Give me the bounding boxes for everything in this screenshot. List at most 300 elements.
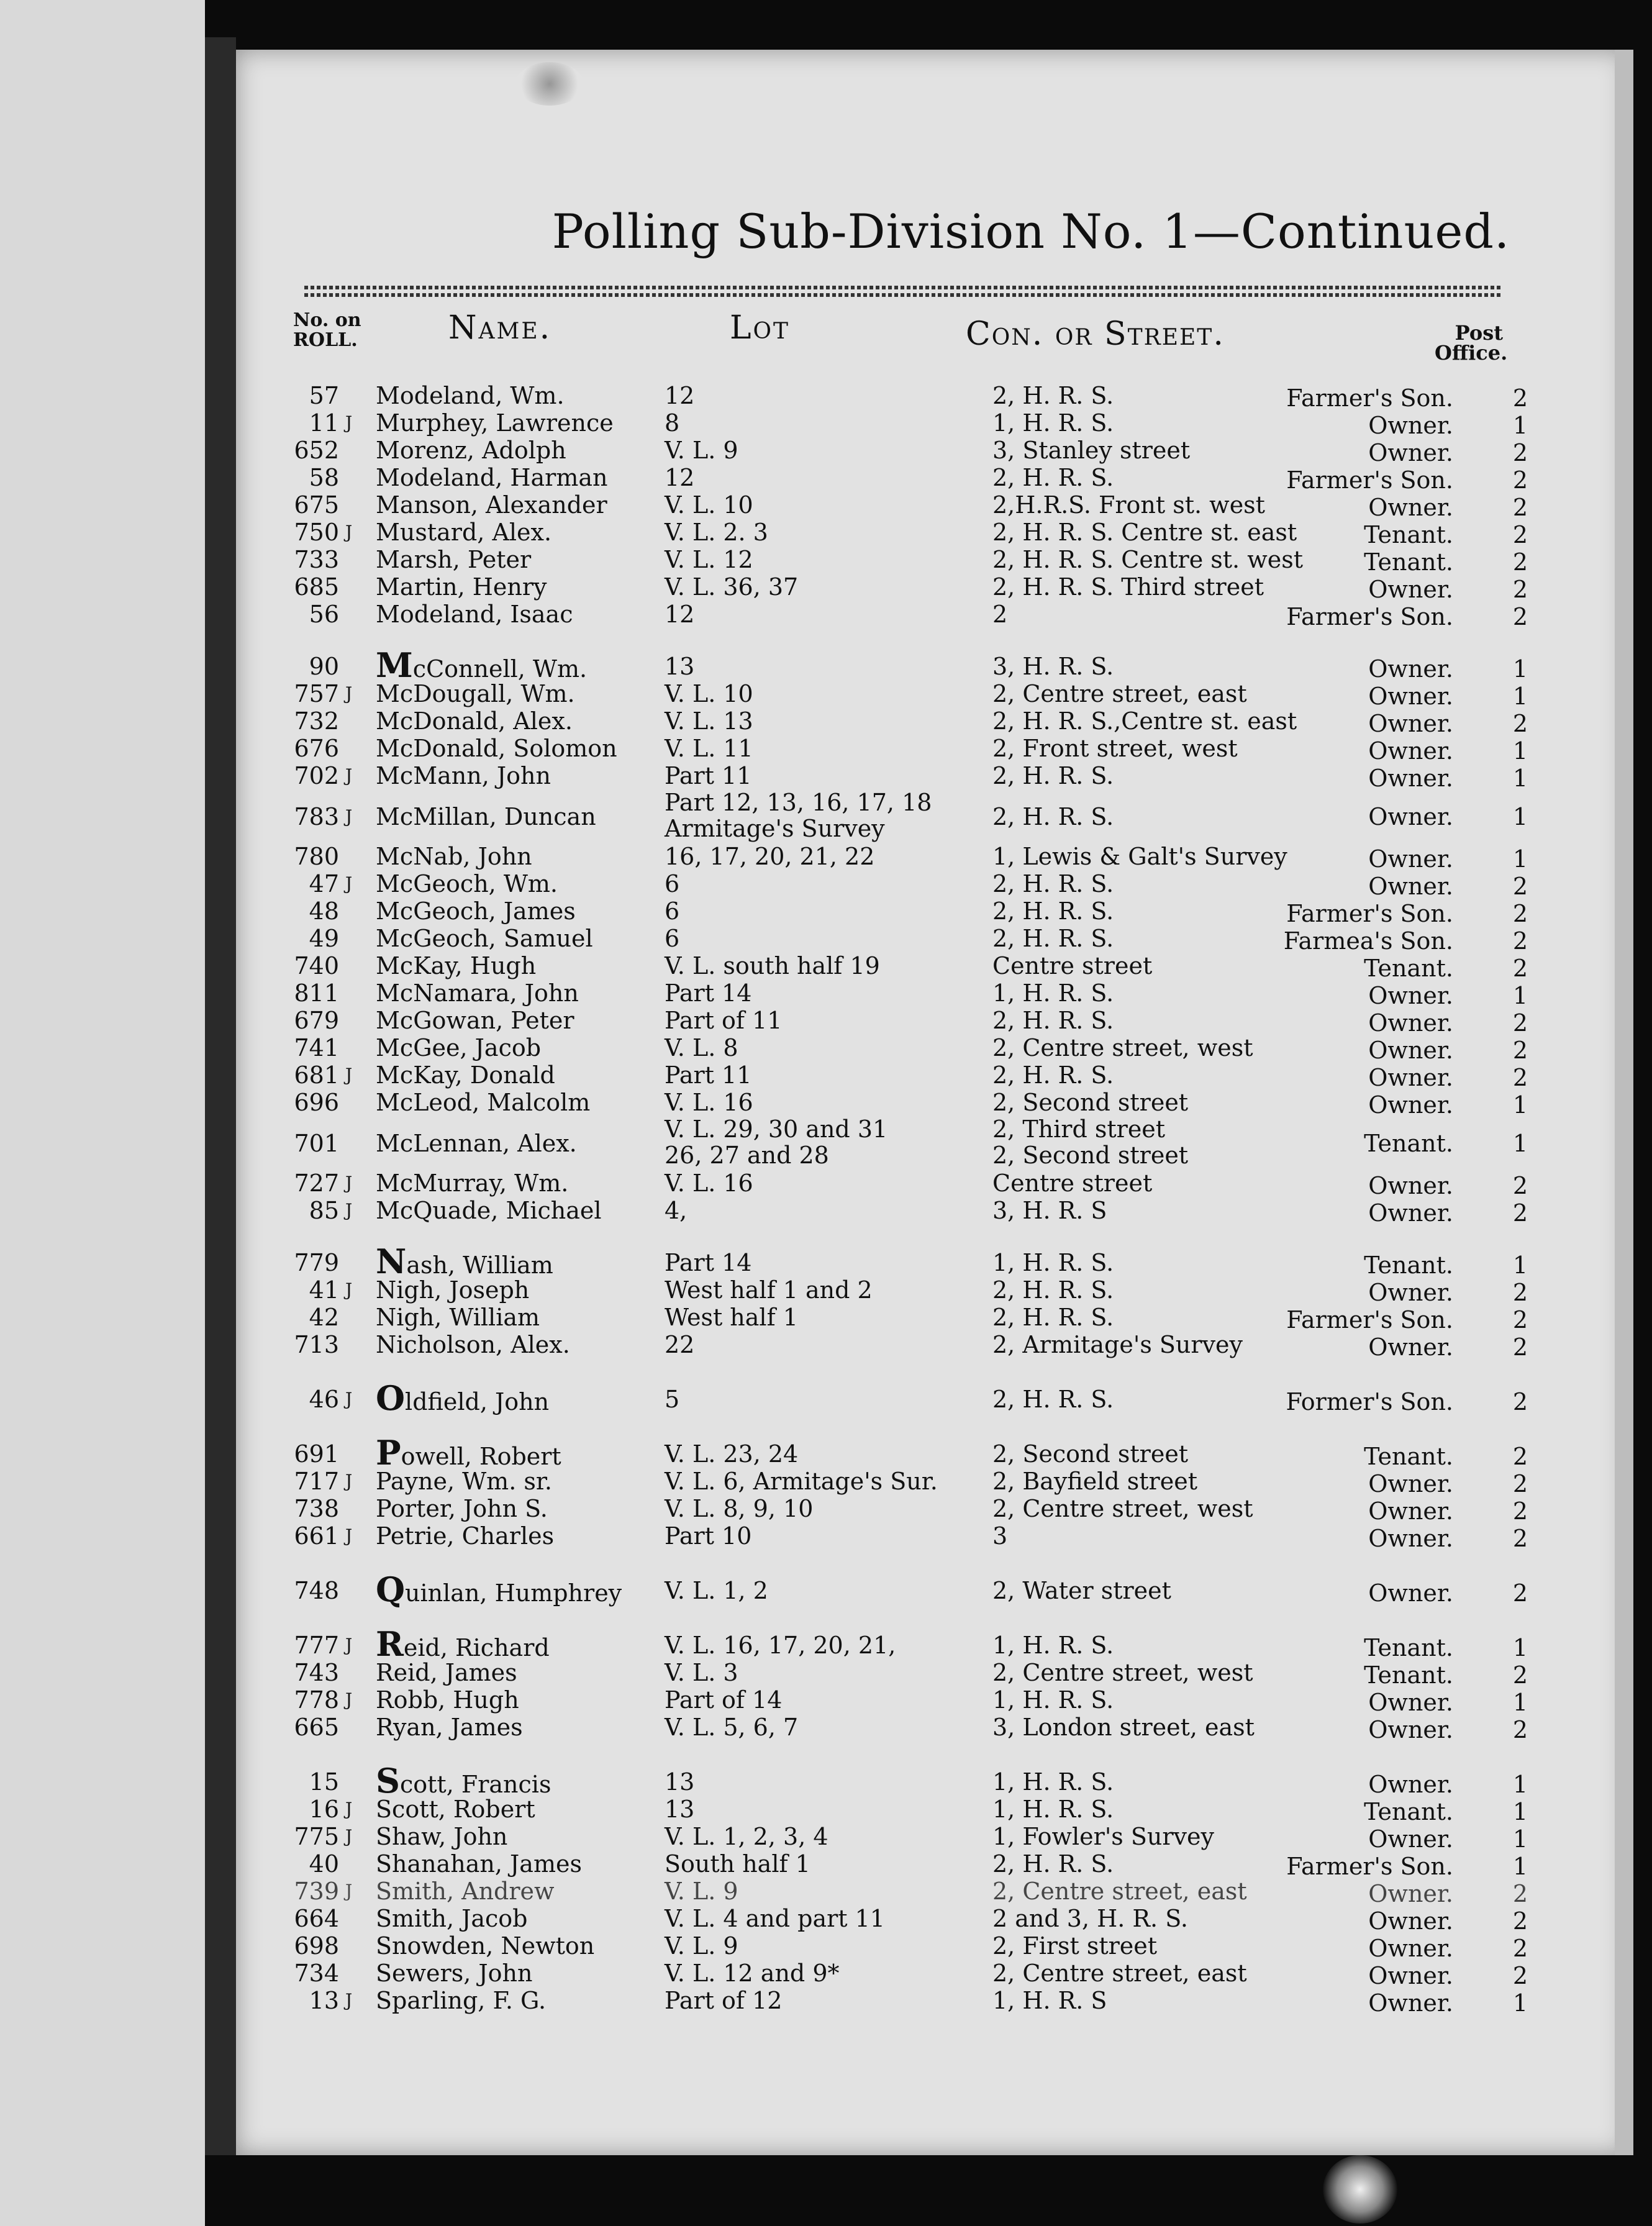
lot-cell: V. L. 12 xyxy=(665,546,753,573)
voter-name: Shaw, John xyxy=(376,1823,508,1850)
post-office-cell: 1 xyxy=(1512,1634,1528,1661)
lot-cell: V. L. 11 xyxy=(665,735,753,762)
lot-cell: 13 xyxy=(665,1796,695,1823)
table-row xyxy=(236,952,1627,982)
roll-number: 757 xyxy=(294,680,339,707)
con-cell: 2, H. R. S. Centre st. east xyxy=(992,519,1297,546)
table-row xyxy=(236,1170,1627,1197)
con-cell xyxy=(992,1116,1188,1168)
con-cell: 2, H. R. S. xyxy=(992,925,1114,952)
table-row xyxy=(236,1468,1627,1495)
lot-cell: 22 xyxy=(665,1331,695,1358)
status-cell: Owner. xyxy=(1368,576,1453,603)
status-cell: Tenant. xyxy=(1364,548,1453,576)
voter-name: Murphey, Lawrence xyxy=(376,409,614,437)
con-cell: 2, Second street xyxy=(992,1440,1189,1468)
table-row xyxy=(236,1850,1627,1878)
con-line: 2, Third street xyxy=(992,1115,1166,1143)
table-row xyxy=(236,464,1627,494)
status-cell: Owner. xyxy=(1368,439,1453,466)
voter-name: McDonald, Solomon xyxy=(376,735,617,762)
status-cell: Tenant. xyxy=(1364,1443,1453,1470)
lot-cell: West half 1 and 2 xyxy=(665,1276,873,1304)
roll-number: 85 xyxy=(309,1197,339,1224)
page-title: Polling Sub-Division No. 1—Continued. xyxy=(551,204,1510,259)
status-cell: Owner. xyxy=(1368,1279,1453,1306)
table-row xyxy=(236,1686,1627,1714)
roll-number: 42 xyxy=(309,1304,339,1331)
roll-number: 47 xyxy=(309,870,339,897)
title-rule-2 xyxy=(304,293,1503,297)
table-row xyxy=(236,843,1627,873)
status-cell: Owner. xyxy=(1368,1716,1453,1743)
table-row xyxy=(236,1089,1627,1119)
con-cell: 1, H. R. S. xyxy=(992,979,1114,1007)
roll-number: 811 xyxy=(294,979,339,1007)
juror-mark: J xyxy=(345,1990,353,2010)
table-row xyxy=(236,437,1627,464)
post-office-cell: 1 xyxy=(1512,1989,1528,2017)
voter-name: Sewers, John xyxy=(376,1960,533,1987)
roll-number: 58 xyxy=(309,464,339,491)
lot-cell: V. L. 16 xyxy=(665,1170,753,1197)
lot-line: Armitage's Survey xyxy=(665,815,885,842)
post-office-cell: 1 xyxy=(1512,765,1528,792)
post-office-cell: 1 xyxy=(1512,1091,1528,1119)
juror-mark: J xyxy=(345,1826,353,1847)
roll-number: 681 xyxy=(294,1061,339,1089)
status-cell: Owner. xyxy=(1368,873,1453,900)
roll-number: 13 xyxy=(309,1987,339,2014)
table-row xyxy=(236,707,1627,735)
header-post-office: Post Office. xyxy=(1435,321,1508,365)
juror-mark: J xyxy=(345,1173,353,1193)
lot-cell: 12 xyxy=(665,382,695,409)
lot-cell: V. L. 36, 37 xyxy=(665,573,799,601)
status-cell: Owner. xyxy=(1368,845,1453,873)
lot-cell: 12 xyxy=(665,464,695,491)
post-office-cell: 2 xyxy=(1512,1306,1528,1333)
status-cell: Former's Son. xyxy=(1286,1388,1453,1415)
status-cell: Farmer's Son. xyxy=(1286,1853,1453,1880)
post-office-cell: 1 xyxy=(1512,1252,1528,1279)
table-row xyxy=(236,1433,1627,1473)
status-cell: Tenant. xyxy=(1364,1661,1453,1689)
voter-name: Smith, Jacob xyxy=(376,1905,528,1932)
status-cell: Owner. xyxy=(1368,1064,1453,1091)
table-row xyxy=(236,1796,1627,1823)
con-cell: 2,H.R.S. Front st. west xyxy=(992,491,1265,519)
lot-cell: 6 xyxy=(665,897,680,925)
roll-number: 778 xyxy=(294,1686,339,1714)
con-cell: 3, H. R. S. xyxy=(992,653,1114,680)
con-line: 2, Second street xyxy=(992,1142,1189,1169)
status-cell: Owner. xyxy=(1368,1497,1453,1525)
voter-name: McQuade, Michael xyxy=(376,1197,602,1224)
voter-name: Snowden, Newton xyxy=(376,1932,595,1960)
voter-name: Oldfield, John xyxy=(376,1378,550,1418)
roll-number: 783 xyxy=(294,803,339,830)
post-office-cell: 2 xyxy=(1512,900,1528,927)
table-row xyxy=(236,1276,1627,1304)
post-office-cell: 2 xyxy=(1512,1579,1528,1607)
status-cell: Owner. xyxy=(1368,1935,1453,1962)
status-cell: Farmer's Son. xyxy=(1286,1306,1453,1333)
table-row xyxy=(236,1115,1627,1169)
roll-number: 750 xyxy=(294,519,339,546)
lot-cell: V. L. 5, 6, 7 xyxy=(665,1714,799,1741)
table-row xyxy=(236,1495,1627,1525)
lot-cell: 5 xyxy=(665,1386,680,1413)
status-cell: Owner. xyxy=(1368,494,1453,521)
lot-cell: 12 xyxy=(665,601,695,628)
lot-cell: Part of 12 xyxy=(665,1987,783,2014)
roll-number: 48 xyxy=(309,897,339,925)
table-row xyxy=(236,789,1627,842)
voter-name: McMillan, Duncan xyxy=(376,803,596,830)
status-cell: Owner. xyxy=(1368,1825,1453,1853)
status-cell: Owner. xyxy=(1368,1009,1453,1037)
table-row xyxy=(236,1659,1627,1689)
lot-cell: 13 xyxy=(665,653,695,680)
status-cell: Farmer's Son. xyxy=(1286,603,1453,630)
voter-name: McGeoch, James xyxy=(376,897,576,925)
lot-cell: V. L. 9 xyxy=(665,437,738,464)
roll-number: 691 xyxy=(294,1440,339,1468)
status-cell: Owner. xyxy=(1368,1989,1453,2017)
lot-line: V. L. 29, 30 and 31 xyxy=(665,1115,888,1143)
voter-name: McConnell, Wm. xyxy=(376,645,588,685)
table-row xyxy=(236,1905,1627,1935)
con-cell: 2, H. R. S. xyxy=(992,1386,1114,1413)
lot-cell: V. L. 6, Armitage's Sur. xyxy=(665,1468,938,1495)
status-cell: Owner. xyxy=(1368,412,1453,439)
lot-cell: V. L. 10 xyxy=(665,491,753,519)
con-cell: 2, H. R. S. Third street xyxy=(992,573,1264,601)
con-cell: 1, H. R. S. xyxy=(992,1632,1114,1659)
table-row xyxy=(236,1624,1627,1664)
header-lot: Lot xyxy=(730,309,791,347)
lot-cell: 6 xyxy=(665,870,680,897)
status-cell: Owner. xyxy=(1368,1771,1453,1798)
status-cell: Farmer's Son. xyxy=(1286,384,1453,412)
status-cell: Owner. xyxy=(1368,1579,1453,1607)
con-cell: Centre street xyxy=(992,1170,1153,1197)
con-cell: 2, H. R. S. xyxy=(992,803,1114,830)
lot-cell: V. L. 16 xyxy=(665,1089,753,1116)
voter-name: Nigh, William xyxy=(376,1304,540,1331)
con-cell: 2, H. R. S. xyxy=(992,1061,1114,1089)
roll-number: 90 xyxy=(309,653,339,680)
con-cell: 1, Lewis & Galt's Survey xyxy=(992,843,1287,870)
post-office-cell: 2 xyxy=(1512,1279,1528,1306)
lot-cell: V. L. 9 xyxy=(665,1932,738,1960)
scan-artifact xyxy=(1323,2155,1397,2224)
roll-number: 777 xyxy=(294,1632,339,1659)
roll-number: 41 xyxy=(309,1276,339,1304)
roll-number: 779 xyxy=(294,1249,339,1276)
juror-mark: J xyxy=(345,873,353,894)
juror-mark: J xyxy=(345,765,353,786)
voter-name: McKay, Donald xyxy=(376,1061,555,1089)
post-office-cell: 1 xyxy=(1512,803,1528,830)
post-office-cell: 1 xyxy=(1512,982,1528,1009)
post-office-cell: 2 xyxy=(1512,1470,1528,1497)
lot-cell: V. L. 9 xyxy=(665,1878,738,1905)
status-cell: Owner. xyxy=(1368,1091,1453,1119)
lot-cell: 8 xyxy=(665,409,680,437)
status-cell: Owner. xyxy=(1368,982,1453,1009)
post-office-cell: 2 xyxy=(1512,927,1528,955)
roll-number: 775 xyxy=(294,1823,339,1850)
post-office-cell: 2 xyxy=(1512,1497,1528,1525)
con-cell: 3 xyxy=(992,1522,1008,1550)
status-cell: Tenant. xyxy=(1364,1252,1453,1279)
lot-cell: Part 11 xyxy=(665,762,752,789)
post-office-cell: 1 xyxy=(1512,1798,1528,1825)
table-row xyxy=(236,735,1627,765)
con-cell: 2, Front street, west xyxy=(992,735,1238,762)
con-cell: 1, H. R. S. xyxy=(992,1249,1114,1276)
roll-number: 717 xyxy=(294,1468,339,1495)
table-row xyxy=(236,1522,1627,1550)
con-cell: 1, H. R. S xyxy=(992,1987,1107,2014)
table-row xyxy=(236,1987,1627,2017)
voter-name: Scott, Francis xyxy=(376,1761,551,1801)
con-cell: 1, H. R. S. xyxy=(992,1686,1114,1714)
roll-number: 676 xyxy=(294,735,339,762)
juror-mark: J xyxy=(345,1799,353,1819)
table-row xyxy=(236,491,1627,519)
voter-name: Petrie, Charles xyxy=(376,1522,555,1550)
post-office-cell: 2 xyxy=(1512,1172,1528,1199)
voter-name: Quinlan, Humphrey xyxy=(376,1570,622,1609)
table-row xyxy=(236,573,1627,601)
lot-line: 26, 27 and 28 xyxy=(665,1142,829,1169)
lot-cell: 16, 17, 20, 21, 22 xyxy=(665,843,875,870)
lot-cell: Part of 11 xyxy=(665,1007,783,1034)
voter-name: Manson, Alexander xyxy=(376,491,607,519)
voter-name: McNamara, John xyxy=(376,979,579,1007)
table-row xyxy=(236,979,1627,1007)
table-row xyxy=(236,1242,1627,1281)
table-row xyxy=(236,1932,1627,1960)
roll-number: 733 xyxy=(294,546,339,573)
post-office-cell: 2 xyxy=(1512,439,1528,466)
roll-number: 702 xyxy=(294,762,339,789)
post-office-cell: 2 xyxy=(1512,1064,1528,1091)
roll-number: 664 xyxy=(294,1905,339,1932)
voter-name: Sparling, F. G. xyxy=(376,1987,547,2014)
con-cell: 2, Bayfield street xyxy=(992,1468,1197,1495)
roll-number: 675 xyxy=(294,491,339,519)
juror-mark: J xyxy=(345,806,353,827)
con-cell: 2, Centre street, west xyxy=(992,1659,1253,1686)
title-rule xyxy=(304,286,1503,289)
post-office-cell: 2 xyxy=(1512,576,1528,603)
voter-name: McGeoch, Wm. xyxy=(376,870,558,897)
voter-name: McGowan, Peter xyxy=(376,1007,574,1034)
roll-number: 739 xyxy=(294,1878,339,1905)
voter-name: Marsh, Peter xyxy=(376,546,532,573)
lot-cell: V. L. 8, 9, 10 xyxy=(665,1495,814,1522)
roll-number: 685 xyxy=(294,573,339,601)
voter-name: McNab, John xyxy=(376,843,532,870)
con-cell: 2, H. R. S. xyxy=(992,1276,1114,1304)
con-cell: 2, H. R. S. xyxy=(992,1850,1114,1878)
con-cell: 2, H. R. S. xyxy=(992,762,1114,789)
lot-cell: 6 xyxy=(665,925,680,952)
status-cell: Owner. xyxy=(1368,1880,1453,1907)
roll-number: 698 xyxy=(294,1932,339,1960)
con-cell: 2, Armitage's Survey xyxy=(992,1331,1243,1358)
lot-cell: Part 10 xyxy=(665,1522,752,1550)
lot-cell xyxy=(665,1116,887,1168)
juror-mark: J xyxy=(345,1389,353,1409)
header-no-on-roll: No. on ROLL. xyxy=(293,309,361,351)
table-row xyxy=(236,1378,1627,1418)
status-cell: Owner. xyxy=(1368,737,1453,765)
status-cell: Tenant. xyxy=(1364,521,1453,548)
voter-name: McDonald, Alex. xyxy=(376,707,573,735)
post-office-cell: 2 xyxy=(1512,1388,1528,1415)
adjacent-page-edge xyxy=(0,0,205,2226)
con-cell: 2, Second street xyxy=(992,1089,1189,1116)
voter-name: Modeland, Isaac xyxy=(376,601,573,628)
con-cell: 2 and 3, H. R. S. xyxy=(992,1905,1188,1932)
juror-mark: J xyxy=(345,1635,353,1655)
voter-name: Nicholson, Alex. xyxy=(376,1331,570,1358)
table-row xyxy=(236,645,1627,685)
voter-name: Scott, Robert xyxy=(376,1796,535,1823)
con-cell: Centre street xyxy=(992,952,1153,979)
roll-number: 56 xyxy=(309,601,339,628)
roll-number: 701 xyxy=(294,1130,339,1157)
table-row xyxy=(236,1061,1627,1089)
post-office-cell: 1 xyxy=(1512,1689,1528,1716)
post-office-cell: 1 xyxy=(1512,1825,1528,1853)
voter-name: McDougall, Wm. xyxy=(376,680,575,707)
con-cell: 2, Centre street, west xyxy=(992,1495,1253,1522)
post-office-cell: 2 xyxy=(1512,710,1528,737)
post-office-cell: 2 xyxy=(1512,466,1528,494)
roll-number: 11 xyxy=(309,409,339,437)
status-cell: Owner. xyxy=(1368,1907,1453,1935)
lot-cell: V. L. 4 and part 11 xyxy=(665,1905,885,1932)
status-cell: Farmea's Son. xyxy=(1283,927,1453,955)
header-con-or-street: Con. or Street. xyxy=(966,316,1225,353)
voter-name: Robb, Hugh xyxy=(376,1686,519,1714)
status-cell: Owner. xyxy=(1368,683,1453,710)
roll-number: 661 xyxy=(294,1522,339,1550)
status-cell: Owner. xyxy=(1368,710,1453,737)
con-cell: 2, H. R. S. xyxy=(992,870,1114,897)
roll-number: 49 xyxy=(309,925,339,952)
table-row xyxy=(236,1197,1627,1227)
lot-cell: V. L. south half 19 xyxy=(665,952,880,979)
voter-name: Nigh, Joseph xyxy=(376,1276,530,1304)
con-cell: 2, H. R. S. xyxy=(992,897,1114,925)
lot-cell: 13 xyxy=(665,1768,695,1796)
roll-number: 40 xyxy=(309,1850,339,1878)
table-row xyxy=(236,1034,1627,1064)
status-cell: Farmer's Son. xyxy=(1286,900,1453,927)
roll-number: 652 xyxy=(294,437,339,464)
table-row xyxy=(236,1304,1627,1331)
lot-cell: West half 1 xyxy=(665,1304,798,1331)
post-office-cell: 2 xyxy=(1512,1661,1528,1689)
status-cell: Owner. xyxy=(1368,1172,1453,1199)
roll-number: 740 xyxy=(294,952,339,979)
page-edge-right xyxy=(1615,50,1633,2155)
post-office-cell: 1 xyxy=(1512,845,1528,873)
status-cell: Owner. xyxy=(1368,1525,1453,1552)
roll-number: 713 xyxy=(294,1331,339,1358)
ink-smudge xyxy=(515,62,584,106)
post-office-cell: 2 xyxy=(1512,521,1528,548)
post-office-cell: 1 xyxy=(1512,1130,1528,1157)
juror-mark: J xyxy=(345,1689,353,1710)
post-office-cell: 2 xyxy=(1512,494,1528,521)
status-cell: Owner. xyxy=(1368,1333,1453,1361)
roll-number: 727 xyxy=(294,1170,339,1197)
status-cell: Owner. xyxy=(1368,655,1453,683)
lot-cell: Part 14 xyxy=(665,1249,752,1276)
voter-name: Porter, John S. xyxy=(376,1495,548,1522)
roll-number: 679 xyxy=(294,1007,339,1034)
roll-number: 665 xyxy=(294,1714,339,1741)
post-office-cell: 1 xyxy=(1512,412,1528,439)
voter-name: McMurray, Wm. xyxy=(376,1170,569,1197)
con-cell: 3, London street, east xyxy=(992,1714,1255,1741)
con-cell: 2, H. R. S.,Centre st. east xyxy=(992,707,1297,735)
voter-name: McGeoch, Samuel xyxy=(376,925,593,952)
post-office-cell: 2 xyxy=(1512,1907,1528,1935)
roll-number: 748 xyxy=(294,1577,339,1604)
status-cell: Farmer's Son. xyxy=(1286,466,1453,494)
post-office-cell: 1 xyxy=(1512,1771,1528,1798)
table-row xyxy=(236,925,1627,955)
voter-name: McLennan, Alex. xyxy=(376,1130,577,1157)
table-row xyxy=(236,1007,1627,1037)
voter-name: Modeland, Wm. xyxy=(376,382,565,409)
con-cell: 2, H. R. S. xyxy=(992,1007,1114,1034)
post-office-cell: 2 xyxy=(1512,873,1528,900)
lot-cell xyxy=(665,789,932,842)
voter-name: Nash, William xyxy=(376,1242,553,1281)
table-row xyxy=(236,1331,1627,1361)
table-row xyxy=(236,762,1627,792)
roll-number: 734 xyxy=(294,1960,339,1987)
voter-name: Morenz, Adolph xyxy=(376,437,566,464)
juror-mark: J xyxy=(345,412,353,433)
roll-number: 696 xyxy=(294,1089,339,1116)
juror-mark: J xyxy=(345,1279,353,1300)
lot-cell: V. L. 12 and 9* xyxy=(665,1960,840,1987)
post-office-cell: 2 xyxy=(1512,1443,1528,1470)
table-row xyxy=(236,382,1627,412)
post-office-cell: 2 xyxy=(1512,1935,1528,1962)
lot-cell: V. L. 16, 17, 20, 21, xyxy=(665,1632,896,1659)
juror-mark: J xyxy=(345,683,353,704)
voter-name: Ryan, James xyxy=(376,1714,523,1741)
table-row xyxy=(236,870,1627,900)
status-cell: Tenant. xyxy=(1364,1130,1453,1157)
lot-line: Part 12, 13, 16, 17, 18 xyxy=(665,789,932,816)
con-cell: 1, H. R. S. xyxy=(992,409,1114,437)
juror-mark: J xyxy=(345,522,353,542)
table-row xyxy=(236,897,1627,925)
